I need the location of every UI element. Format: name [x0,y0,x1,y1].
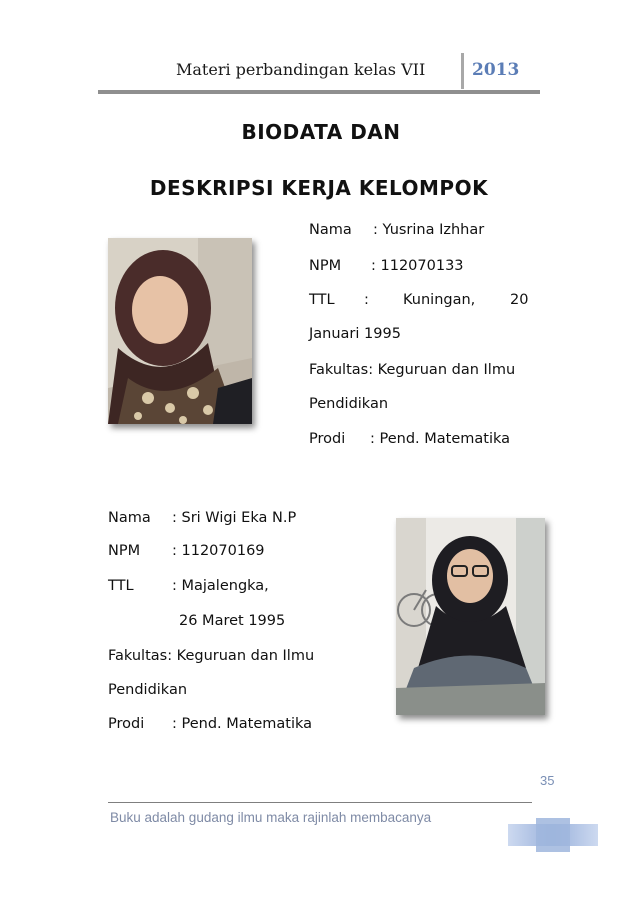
footer-decoration [508,818,598,852]
member1-prodi-label: Prodi [309,431,346,447]
member2-ttl-date: 26 Maret 1995 [179,613,286,629]
member1-ttl-rest: Januari 1995 [309,326,401,342]
header-year: 2013 [472,60,520,80]
member2-npm-value: : 112070169 [172,543,265,559]
member2-fakultas-line2: Pendidikan [108,682,188,698]
member1-npm-label: NPM [309,258,342,274]
footer-rule [108,802,532,803]
page-number: 35 [540,773,555,788]
heading-biodata: BIODATA DAN [241,120,401,144]
member1-ttl-day: 20 [510,292,529,308]
member2-ttl-value: : Majalengka, [172,578,269,594]
footer-motto: Buku adalah gudang ilmu maka rajinlah membacanya [110,810,432,825]
heading-deskripsi: DESKRIPSI KERJA KELOMPOK [149,176,489,200]
photo-member-1 [108,238,252,424]
member2-nama-label: Nama [108,510,151,526]
header-rule [98,90,540,94]
member2-ttl-label: TTL [108,578,134,594]
member1-npm-value: : 112070133 [371,258,464,274]
member1-nama-label: Nama [309,222,352,238]
member1-prodi-value: : Pend. Matematika [370,431,511,447]
member2-fakultas-line1: Fakultas: Keguruan dan Ilmu [108,648,315,664]
portrait-illustration [396,518,545,715]
member1-ttl-colon: : [364,292,369,308]
ribbon-decoration [508,818,598,852]
member1-nama-value: : Yusrina Izhhar [373,222,485,238]
header-title: Materi perbandingan kelas VII [176,60,426,79]
member1-fakultas-line1: Fakultas: Keguruan dan Ilmu [309,362,516,378]
member1-ttl-city: Kuningan, [403,292,476,308]
member2-nama-value: : Sri Wigi Eka N.P [172,510,297,526]
header-divider [461,53,464,89]
member2-npm-label: NPM [108,543,141,559]
member2-prodi-value: : Pend. Matematika [172,716,313,732]
photo-member-2 [396,518,545,715]
portrait-illustration [108,238,252,424]
member1-ttl-label: TTL [309,292,335,308]
member2-prodi-label: Prodi [108,716,145,732]
member1-fakultas-line2: Pendidikan [309,396,389,412]
